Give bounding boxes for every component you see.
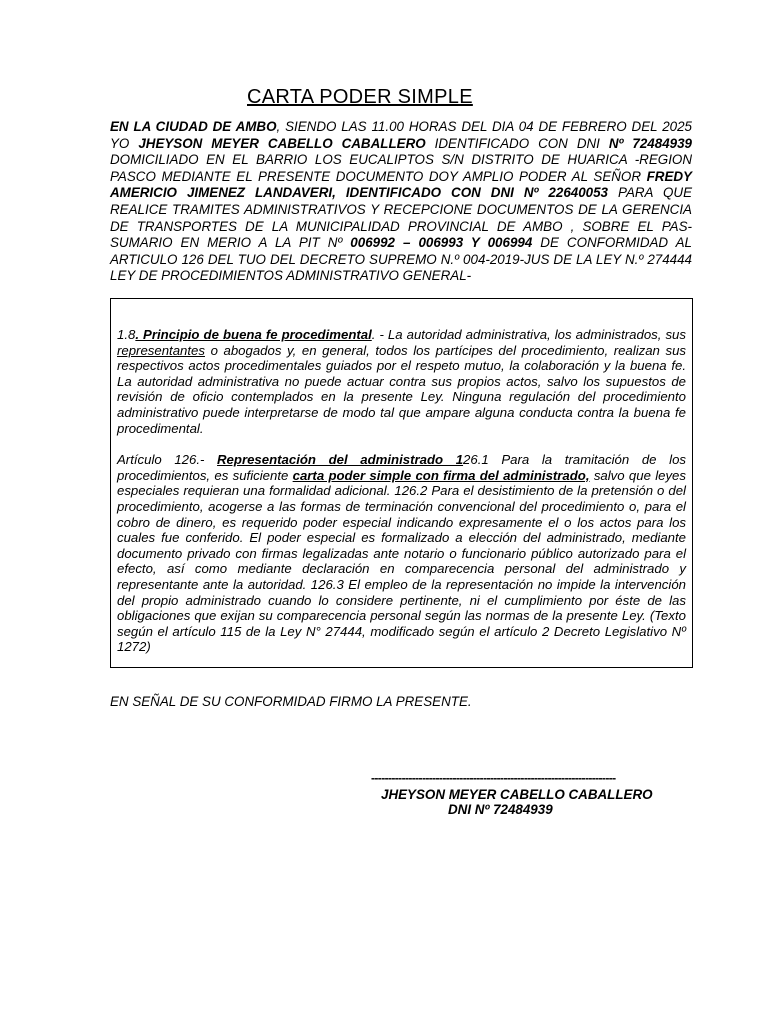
- intro-date: , SIENDO LAS 11.00 HORAS DEL DIA 04 DE FEBRERO DEL 2025 YO: [110, 119, 692, 151]
- article-label: Artículo 126.-: [117, 452, 218, 468]
- signature-name: JHEYSON MEYER CABELLO CABALLERO: [381, 787, 653, 802]
- pit-numbers: 006992 – 006993 Y 006994: [350, 235, 533, 251]
- article-126-paragraph: [117, 452, 686, 655]
- legal-excerpt-box: [110, 298, 693, 668]
- grantor-dni: Nº 72484939: [608, 135, 692, 151]
- principle-number: 1.8: [117, 327, 136, 342]
- document-title: CARTA PODER SIMPLE: [247, 86, 473, 108]
- principle-representantes: representantes: [117, 342, 205, 358]
- signature-line: ------------------------------------------------------------------------: [371, 771, 616, 785]
- grantor-name: JHEYSON MEYER CABELLO CABALLERO: [138, 135, 426, 151]
- article-text-1: 26.1 Para la tramitación de los procedimientos, es suficiente: [117, 452, 686, 483]
- intro-legal-basis: DE CONFORMIDAD AL ARTICULO 126 DEL TUO DEL DECRETO SUPREMO N.º 004-2019-JUS DE LA LEY N.º 274444 LEY DE PROCEDIMIENTOS ADMINISTRATIVO GENERAL-: [110, 235, 692, 284]
- principle-heading: . Principio de buena fe procedimental: [135, 327, 372, 342]
- signature-dni: DNI Nº 72484939: [448, 802, 553, 817]
- intro-identified: IDENTIFICADO CON DNI: [425, 135, 609, 151]
- intro-purpose: PARA QUE REALICE TRAMITES ADMINISTRATIVOS Y RECEPCIONE DOCUMENTOS DE LA GERENCIA DE TRANSPORTES DE LA MUNICIPALIDAD PROVINCIAL DE AMBO , SOBRE EL PAS-SUMARIO EN MERIO A LA PIT Nº: [110, 185, 693, 251]
- intro-place: EN LA CIUDAD DE AMBO: [110, 119, 277, 134]
- closing-statement: EN SEÑAL DE SU CONFORMIDAD FIRMO LA PRESENTE.: [110, 694, 472, 709]
- article-text-2: salvo que leyes especiales requieran una formalidad adicional. 126.2 Para el desistimiento de la pretensión o del procedimiento, acogerse a las formas de terminación convencional del procedimiento o, para el cobro de dinero, es requerido poder especial indicando expresamente el o los actos para los cuales fue conferido. El poder especial es formalizado a elección del administrado, mediante documento privado con firmas legalizadas ante notario o funcionario público autorizado para el efecto, así como mediante declaración en comparecencia personal del administrado y representante ante la autoridad. 126.3 El empleo de la representación no impide la intervención del propio administrado cuando lo considere pertinente, ni el cumplimiento por éste de las obligaciones que exijan su comparecencia personal según las normas de la presente Ley. (Texto según el artículo 115 de la Ley N° 27444, modificado según el artículo 2 Decreto Legislativo Nº 1272): [117, 467, 686, 655]
- article-heading: Representación del administrado 1: [217, 452, 464, 468]
- intro-paragraph: [110, 119, 692, 285]
- principle-paragraph: [117, 327, 686, 436]
- article-carta-poder: carta poder simple con firma del administrado,: [292, 467, 590, 483]
- grantee-name: FREDY AMERICIO JIMENEZ LANDAVERI, IDENTIFICADO CON DNI Nº 22640053: [110, 168, 692, 201]
- principle-text-1: . - La autoridad administrativa, los administrados, sus: [371, 327, 686, 342]
- intro-domicile: DOMICILIADO EN EL BARRIO LOS EUCALIPTOS S/N DISTRITO DE HUARICA -REGION PASCO MEDIANTE EL PRESENTE DOCUMENTO DOY AMPLIO PODER AL SEÑOR: [110, 152, 692, 184]
- principle-text-2: o abogados y, en general, todos los partícipes del procedimiento, realizan sus respectivos actos procedimentales guiados por el respeto mutuo, la colaboración y la buena fe. La autoridad administrativa no puede actuar contra sus propios actos, salvo los supuestos de revisión de oficio contemplados en la presente Ley. Ninguna regulación del procedimiento administrativo puede interpretarse de modo tal que ampare alguna conducta contra la buena fe procedimental.: [117, 342, 686, 436]
